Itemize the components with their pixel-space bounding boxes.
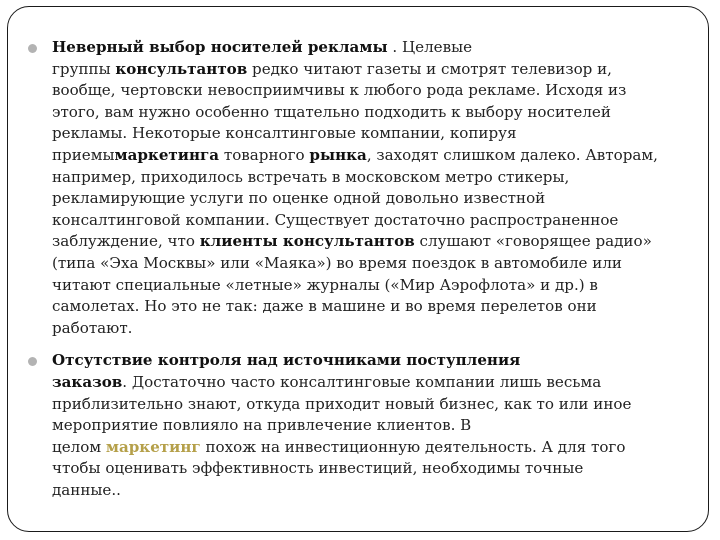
- body-text: данные..: [52, 480, 121, 499]
- body-text: товарного: [219, 145, 310, 164]
- text-line: [52, 275, 702, 297]
- body-text: похож на инвестиционную деятельность. А для того: [200, 437, 626, 456]
- emphasis-text: рынка: [309, 145, 367, 164]
- text-line: [52, 296, 702, 318]
- text-line: [52, 372, 702, 394]
- body-text: читают специальные «летные» журналы («Мир Аэрофлота» и др.) в: [52, 275, 598, 294]
- text-line: [52, 480, 702, 502]
- body-text: приблизительно знают, откуда приходит новый бизнес, как то или иное: [52, 394, 632, 413]
- text-line: [52, 123, 702, 145]
- body-text: слушают «говорящее радио»: [414, 232, 652, 251]
- text-line: [52, 253, 702, 275]
- text-line: [52, 394, 702, 416]
- text-line: [52, 167, 702, 189]
- emphasis-text: маркетинга: [114, 145, 220, 164]
- text-line: [52, 80, 702, 102]
- body-text: . Достаточно часто консалтинговые компании лишь весьма: [122, 372, 602, 391]
- slide-frame: [7, 6, 709, 532]
- body-text: . Целевые: [387, 38, 473, 56]
- text-line: [52, 59, 702, 81]
- emphasis-text: Неверный выбор носителей рекламы: [52, 38, 388, 56]
- bullet-icon: [28, 44, 37, 53]
- emphasis-text: консультантов: [115, 59, 248, 78]
- emphasis-text: заказов: [52, 372, 123, 391]
- text-line: [52, 415, 702, 437]
- text-line: [52, 145, 702, 167]
- body-text: самолетах. Но это не так: даже в машине и во время перелетов они: [52, 297, 597, 316]
- slide-content: [52, 37, 702, 501]
- text-line: [52, 350, 702, 372]
- body-text: целом: [52, 437, 106, 456]
- body-text: (типа «Эха Москвы» или «Маяка») во время поездок в автомобиле или: [52, 253, 622, 272]
- text-line: [52, 231, 702, 253]
- bullet-icon: [28, 357, 37, 366]
- body-text: например, приходилось встречать в московском метро стикеры,: [52, 167, 570, 186]
- text-line: [52, 318, 702, 340]
- body-text: группы: [52, 59, 116, 78]
- body-text: работают.: [52, 318, 133, 337]
- body-text: рекламирующие услуги по оценке одной довольно известной: [52, 189, 546, 208]
- body-text: консалтинговой компании. Существует достаточно распространенное: [52, 210, 619, 229]
- body-text: этого, вам нужно особенно тщательно подходить к выбору носителей: [52, 102, 611, 121]
- emphasis-text: клиенты консультантов: [199, 232, 415, 251]
- bullet-item: [52, 350, 702, 501]
- text-line: [52, 188, 702, 210]
- body-text: , заходят слишком далеко. Авторам,: [366, 145, 658, 164]
- body-text: чтобы оценивать эффективность инвестиций, необходимы точные: [52, 459, 584, 478]
- bullet-item: [52, 37, 702, 339]
- marketing-link[interactable]: маркетинг: [105, 437, 201, 456]
- text-line: [52, 210, 702, 232]
- body-text: мероприятие повлияло на привлечение клиентов. В: [52, 416, 472, 435]
- text-line: [52, 437, 702, 459]
- emphasis-text: Отсутствие контроля над источниками поступления: [52, 351, 521, 370]
- body-text: рекламы. Некоторые консалтинговые компании, копируя: [52, 124, 517, 143]
- body-text: заблуждение, что: [52, 232, 200, 251]
- body-text: редко читают газеты и смотрят телевизор и,: [247, 59, 612, 78]
- body-text: приемы: [52, 145, 115, 164]
- text-line: [52, 102, 702, 124]
- body-text: вообще, чертовски невосприимчивы к любого рода рекламе. Исходя из: [52, 81, 627, 100]
- text-line: [52, 37, 702, 59]
- text-line: [52, 458, 702, 480]
